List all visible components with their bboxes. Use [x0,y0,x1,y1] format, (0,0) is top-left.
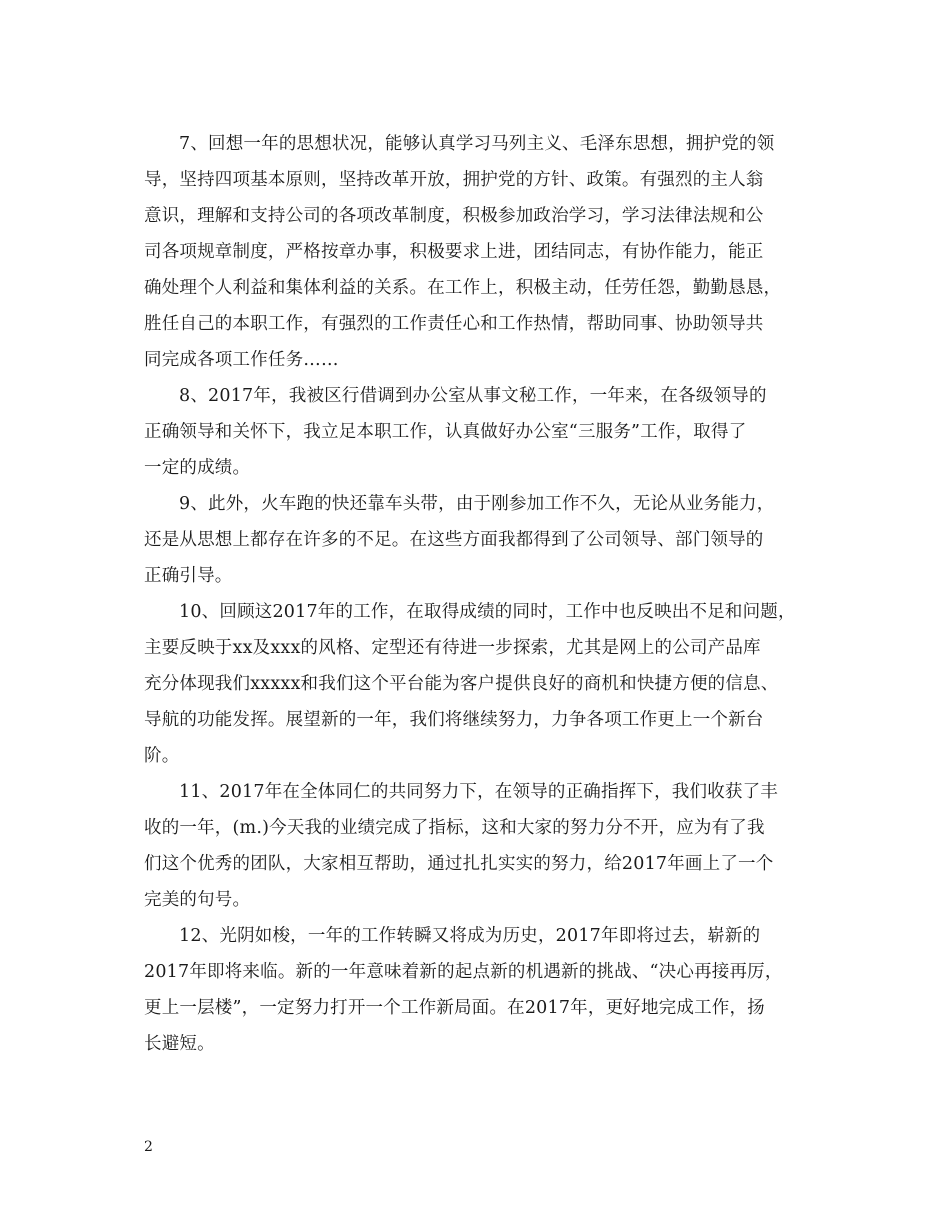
paragraph-line: 正确引导。 [144,566,233,586]
paragraph-line: 10、回顾这2017年的工作，在取得成绩的同时，工作中也反映出不足和问题， [179,602,796,622]
paragraph-line: 收的一年，(m.)今天我的业绩完成了指标，这和大家的努力分不开，应为有了我 [144,818,765,838]
paragraph-11 [144,774,812,918]
paragraph-line: 12、光阴如梭，一年的工作转瞬又将成为历史，2017年即将过去，崭新的 [179,926,761,946]
paragraph-line: 正确领导和关怀下，我立足本职工作，认真做好办公室“三服务”工作，取得了 [144,422,747,442]
paragraph-line: 11、2017年在全体同仁的共同努力下，在领导的正确指挥下，我们收获了丰 [179,782,779,802]
paragraph-line: 同完成各项工作任务…… [144,350,339,370]
paragraph-line: 充分体现我们xxxxx和我们这个平台能为客户提供良好的商机和快捷方便的信息、 [144,674,779,694]
paragraph-line: 8、2017年，我被区行借调到办公室从事文秘工作，一年来，在各级领导的 [179,386,767,406]
paragraph-line: 阶。 [144,746,180,766]
paragraph-line: 主要反映于xx及xxx的风格、定型还有待进一步探索，尤其是网上的公司产品库 [144,638,761,658]
paragraph-line: 司各项规章制度，严格按章办事，积极要求上进，团结同志，有协作能力，能正 [144,242,764,262]
paragraph-line: 长避短。 [144,1034,215,1054]
paragraph-line: 9、此外，火车跑的快还靠车头带，由于刚参加工作不久，无论从业务能力， [179,494,775,514]
paragraph-10 [144,594,812,774]
paragraph-line: 更上一层楼”，一定努力打开一个工作新局面。在2017年，更好地完成工作，扬 [144,998,765,1018]
paragraph-7 [144,126,812,378]
document-body [144,126,812,1062]
page-number: 2 [144,1139,153,1155]
paragraph-12 [144,918,812,1062]
paragraph-line: 2017年即将来临。新的一年意味着新的起点新的机遇新的挑战、“决心再接再厉， [144,962,783,982]
paragraph-line: 确处理个人利益和集体利益的关系。在工作上，积极主动，任劳任怨，勤勤恳恳， [144,278,782,298]
paragraph-line: 导航的功能发挥。展望新的一年，我们将继续努力，力争各项工作更上一个新台 [144,710,764,730]
paragraph-line: 7、回想一年的思想状况，能够认真学习马列主义、毛泽东思想，拥护党的领 [179,134,775,154]
paragraph-line: 胜任自己的本职工作，有强烈的工作责任心和工作热情，帮助同事、协助领导共 [144,314,764,334]
paragraph-line: 们这个优秀的团队，大家相互帮助，通过扎扎实实的努力，给2017年画上了一个 [144,854,774,874]
paragraph-line: 意识，理解和支持公司的各项改革制度，积极参加政治学习，学习法律法规和公 [144,206,764,226]
paragraph-line: 完美的句号。 [144,890,251,910]
paragraph-8 [144,378,812,486]
paragraph-line: 导，坚持四项基本原则，坚持改革开放，拥护党的方针、政策。有强烈的主人翁 [144,170,764,190]
paragraph-9 [144,486,812,594]
paragraph-line: 还是从思想上都存在许多的不足。在这些方面我都得到了公司领导、部门领导的 [144,530,764,550]
paragraph-line: 一定的成绩。 [144,458,251,478]
